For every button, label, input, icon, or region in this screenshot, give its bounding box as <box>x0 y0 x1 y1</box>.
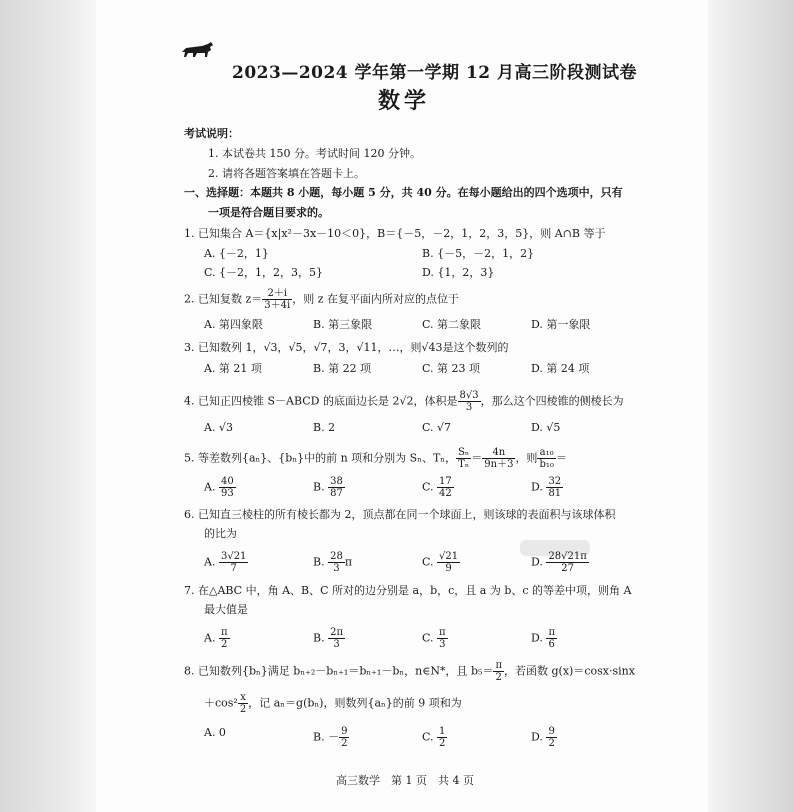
q5-eq: ＝ <box>471 451 483 465</box>
q6-a-num: 3√21 <box>220 551 247 562</box>
q4-num: 8√3 <box>459 390 479 401</box>
q5-option-b <box>313 476 345 499</box>
q6-option-b-letter: B. <box>313 555 325 569</box>
q2-stem-b: ，则 z 在复平面内所对应的点位于 <box>292 292 460 306</box>
q7-b-den: 3 <box>333 639 340 650</box>
q2-num: 2＋i <box>262 288 292 300</box>
q5-option-a <box>204 476 236 499</box>
q6-option-d-frac <box>546 551 588 574</box>
q1-option-b: B. {－5，－2，1，2} <box>422 247 535 260</box>
q5-b-num: 38 <box>330 476 343 487</box>
q2-stem-a: 2. 已知复数 z＝ <box>184 292 263 306</box>
q8-line2-b: ，记 aₙ＝g(bₙ)，则数列{aₙ}的前 9 项和为 <box>248 696 462 710</box>
exam-title: 2023—2024 学年第一学期 12 月高三阶段测试卷 <box>232 63 638 83</box>
q8-d-den: 2 <box>548 738 555 749</box>
q7-b-num: 2π <box>330 627 344 638</box>
instructions-heading: 考试说明： <box>184 127 239 140</box>
q3-option-d: D. 第 24 项 <box>531 362 590 375</box>
q8-num: π <box>495 660 503 671</box>
q6-option-c-frac <box>437 551 460 574</box>
q6-option-b-frac <box>328 551 345 574</box>
q3-option-a: A. 第 21 项 <box>204 362 262 375</box>
subject-title: 数学 <box>378 88 431 114</box>
question-3-stem: 3. 已知数列 1，√3，√5，√7，3，√11，…，则√43是这个数列的 <box>184 341 509 354</box>
q2-option-d: D. 第一象限 <box>531 318 591 331</box>
section-heading-cont: 一项是符合题目要求的。 <box>208 206 329 219</box>
q5-option-c-letter: C. <box>422 480 434 494</box>
q8-c-num: 1 <box>439 726 446 737</box>
question-7-stem: 7. 在△ABC 中，角 A、B、C 所对的边分别是 a，b，c，且 a 为 b、c 的等差中项，则角 A <box>184 584 632 597</box>
question-6-stem-cont: 的比为 <box>204 527 237 540</box>
q6-option-b <box>313 551 352 574</box>
q7-option-a-letter: A. <box>204 631 216 645</box>
question-5-stem <box>184 447 567 470</box>
q5-stem-a: 5. 等差数列{aₙ}、{bₙ}中的前 n 项和分别为 Sₙ、Tₙ， <box>184 451 457 465</box>
q8-b-den: 2 <box>341 738 348 749</box>
q6-option-a <box>204 551 248 574</box>
q8-l2-den: 2 <box>239 704 247 715</box>
q7-a-num: π <box>220 627 228 638</box>
q5-stem-c: ＝ <box>555 451 567 465</box>
question-7-stem-cont: 最大值是 <box>204 603 248 616</box>
question-8-stem-cont <box>204 692 462 715</box>
section-heading: 一、选择题：本题共 8 小题，每小题 5 分，共 40 分。在每小题给出的四个选项中，只有 <box>184 186 623 199</box>
q1-option-c: C. {－2，1，2，3，5} <box>204 266 324 279</box>
q5-frac-ab-den: b₁₀ <box>539 459 554 470</box>
q8-c-den: 2 <box>439 738 446 749</box>
q1-option-d: D. {1，2，3} <box>422 266 495 279</box>
q7-option-d-letter: D. <box>531 631 543 645</box>
question-2-stem <box>184 288 459 311</box>
q2-den: 3＋4i <box>264 300 291 311</box>
q7-option-b-frac <box>328 627 345 650</box>
q7-option-d-frac <box>546 627 557 650</box>
q5-c-den: 42 <box>439 488 452 499</box>
q5-b-den: 87 <box>330 488 343 499</box>
q8-option-a: A. 0 <box>204 726 226 739</box>
q3-option-c: C. 第 23 项 <box>422 362 481 375</box>
q5-a-den: 93 <box>220 488 234 499</box>
q8-d-num: 9 <box>548 726 555 737</box>
q5-option-a-frac <box>219 476 236 499</box>
q5-c-num: 17 <box>439 476 452 487</box>
q6-option-a-frac <box>219 551 248 574</box>
q5-option-b-frac <box>328 476 345 499</box>
q6-option-d <box>531 551 589 574</box>
q5-frac-ab-num: a₁₀ <box>537 447 555 459</box>
q8-option-b-letter: B. － <box>313 730 340 744</box>
instruction-item: 2. 请将各题答案填在答题卡上。 <box>208 167 365 180</box>
q5-option-d-frac <box>546 476 563 499</box>
q5-frac-st <box>456 447 471 470</box>
q2-option-a: A. 第四象限 <box>204 318 263 331</box>
q5-frac-ab <box>537 447 555 470</box>
q8-option-c <box>422 726 447 749</box>
scan-border-right <box>708 0 794 812</box>
q2-option-b: B. 第三象限 <box>313 318 373 331</box>
q6-b-tail: π <box>344 555 353 569</box>
q5-option-d-letter: D. <box>531 480 543 494</box>
q7-d-den: 6 <box>548 639 555 650</box>
q8-option-c-letter: C. <box>422 730 434 744</box>
q7-option-c-letter: C. <box>422 631 434 645</box>
q8-option-c-frac <box>437 726 447 749</box>
q1-option-a: A. {－2，1} <box>204 247 269 260</box>
q7-option-d <box>531 627 557 650</box>
q6-b-den: 3 <box>333 563 340 574</box>
q8-den: 2 <box>495 672 502 683</box>
q8-option-b-frac <box>339 726 349 749</box>
q4-option-b: B. 2 <box>313 421 336 434</box>
q8-b-num: 9 <box>341 726 348 737</box>
q4-option-d: D. √5 <box>531 421 561 434</box>
q5-option-a-letter: A. <box>204 480 216 494</box>
question-4-stem <box>184 390 624 413</box>
q5-frac-st-num: Sₙ <box>458 447 470 458</box>
q6-option-a-letter: A. <box>204 555 216 569</box>
q5-option-c <box>422 476 454 499</box>
q4-fraction <box>458 390 481 413</box>
q8-line2-a: ＋cos² <box>204 696 238 710</box>
q8-option-b <box>313 726 349 749</box>
q6-option-c-letter: C. <box>422 555 434 569</box>
q4-stem-b: ，那么这个四棱锥的侧棱长为 <box>480 394 624 408</box>
q8-stem-a: 8. 已知数列{bₙ}满足 bₙ₊₂－bₙ₊₁＝bₙ₊₁－bₙ，n∈N*，且 b₅＝ <box>184 664 494 678</box>
q4-stem-a: 4. 已知正四棱锥 S－ABCD 的底面边长是 2√2，体积是 <box>184 394 458 408</box>
q7-option-b <box>313 627 345 650</box>
page-footer: 高三数学 第 1 页 共 4 页 <box>336 774 474 787</box>
q8-option-d <box>531 726 557 749</box>
q8-fraction <box>493 660 504 683</box>
q7-d-num: π <box>548 627 556 638</box>
q7-c-den: 3 <box>439 639 446 650</box>
q6-c-den: 9 <box>445 563 452 574</box>
q5-d-den: 81 <box>548 488 562 499</box>
q7-option-c <box>422 627 448 650</box>
q5-frac-ratio <box>482 447 515 470</box>
q7-option-a-frac <box>219 627 230 650</box>
q5-option-b-letter: B. <box>313 480 325 494</box>
q7-c-num: π <box>439 627 446 638</box>
q5-option-d <box>531 476 563 499</box>
q6-d-den: 27 <box>561 563 574 574</box>
q8-line2-frac <box>238 692 248 715</box>
q6-d-num: 28√21π <box>548 551 587 562</box>
q5-frac-ratio-den: 9n＋3 <box>484 459 514 470</box>
q5-option-c-frac <box>437 476 454 499</box>
q5-a-num: 40 <box>220 476 234 487</box>
q7-a-den: 2 <box>221 639 228 650</box>
q4-den: 3 <box>465 402 473 413</box>
q8-option-d-letter: D. <box>531 730 543 744</box>
q6-c-num: √21 <box>439 551 459 562</box>
question-8-stem <box>184 660 635 683</box>
q6-option-c <box>422 551 460 574</box>
q7-option-a <box>204 627 230 650</box>
q5-frac-ratio-num: 4n <box>482 447 515 459</box>
q5-stem-b: ，则 <box>515 451 538 465</box>
q7-option-b-letter: B. <box>313 631 325 645</box>
q6-b-num: 28 <box>330 551 343 562</box>
q8-stem-b: ，若函数 g(x)＝cosx·sinx <box>504 664 635 678</box>
q8-option-d-frac <box>546 726 556 749</box>
scan-border-left <box>0 0 96 812</box>
q2-option-c: C. 第二象限 <box>422 318 482 331</box>
question-6-stem: 6. 已知直三棱柱的所有棱长都为 2，顶点都在同一个球面上，则该球的表面积与该球体积 <box>184 508 616 521</box>
q7-option-c-frac <box>437 627 448 650</box>
q4-option-a: A. √3 <box>204 421 233 434</box>
q3-option-b: B. 第 22 项 <box>313 362 372 375</box>
q5-frac-st-den: Tₙ <box>458 459 470 470</box>
instruction-item: 1. 本试卷共 150 分。考试时间 120 分钟。 <box>208 147 421 160</box>
q8-l2-num: x <box>238 692 248 704</box>
q5-d-num: 32 <box>548 476 562 487</box>
q6-option-d-letter: D. <box>531 555 543 569</box>
q4-option-c: C. √7 <box>422 421 452 434</box>
q6-a-den: 7 <box>230 563 237 574</box>
question-1-stem: 1. 已知集合 A＝{x|x²－3x－10＜0}，B＝{－5，－2，1，2，3，5}，则 A∩B 等于 <box>184 227 606 240</box>
q2-fraction <box>262 288 292 311</box>
bull-logo-icon <box>180 40 216 60</box>
